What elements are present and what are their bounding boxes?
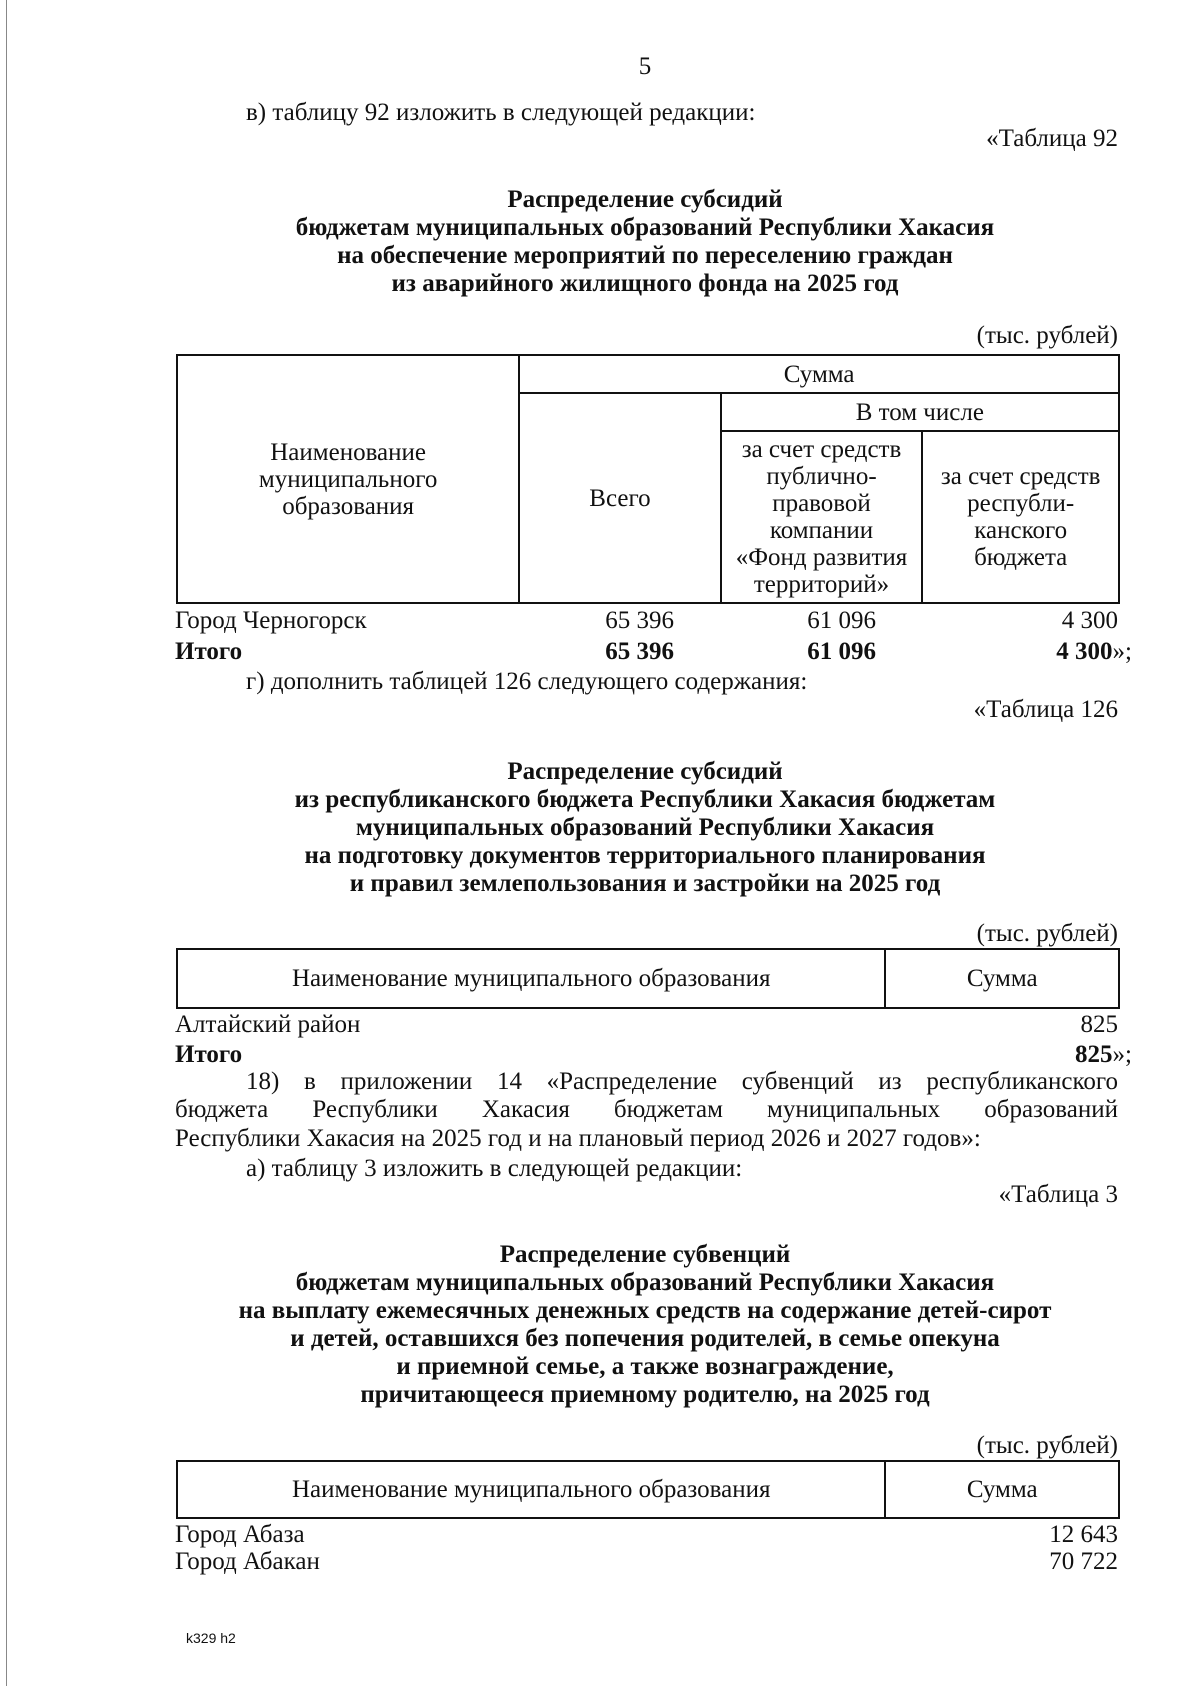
table-row	[175, 1010, 1118, 1040]
row-budget: 4 300	[1061, 607, 1118, 634]
header-text: компании	[769, 517, 874, 544]
itogo-total: 65 396	[605, 638, 674, 665]
table126-header	[176, 948, 1120, 1009]
itogo-budget-value: 4 300	[1056, 638, 1113, 665]
table3-header	[176, 1460, 1120, 1519]
header-text: за счет средств	[741, 436, 902, 463]
title-line: на обеспечение мероприятий по переселению граждан	[337, 242, 953, 269]
title-line: бюджетам муниципальных образований Республики Хакасия	[295, 214, 995, 241]
title-line: из республиканского бюджета Республики Хакасия бюджетам	[294, 786, 996, 813]
paragraph-18-line2: бюджета Республики Хакасия бюджетам муниципальных образований	[175, 1096, 1118, 1123]
row-sum: 12 643	[1049, 1521, 1118, 1548]
title-line: муниципальных образований Республики Хакасия	[355, 814, 935, 841]
header-text: республи-	[967, 490, 1075, 517]
header-text: «Фонд развития	[735, 544, 908, 571]
header-sum-cell: Сумма	[519, 355, 1119, 393]
title-line: на выплату ежемесячных денежных средств на содержание детей-сирот	[238, 1297, 1052, 1324]
header-sum-cell: Сумма	[885, 1461, 1119, 1518]
itogo-fund: 61 096	[807, 638, 876, 665]
row-name: Алтайский район	[175, 1011, 361, 1038]
title-line: Распределение субвенций	[499, 1241, 791, 1268]
header-name-cell: Наименование муниципального образования	[177, 1461, 885, 1518]
header-text: Наименование	[270, 438, 426, 466]
header-text: образования	[282, 492, 415, 520]
page-number: 5	[638, 53, 652, 80]
title-line: и приемной семье, а также вознаграждение,	[396, 1353, 894, 1380]
row-total: 65 396	[605, 607, 674, 634]
header-text: канского	[974, 517, 1068, 544]
table126-label: «Таблица 126	[973, 696, 1118, 723]
row-fund: 61 096	[807, 607, 876, 634]
title-line: Распределение субсидий	[507, 186, 783, 213]
paragraph-a: а) таблицу 3 изложить в следующей редакции:	[246, 1155, 743, 1182]
table3-units: (тыс. рублей)	[976, 1432, 1118, 1459]
table-row	[175, 1547, 1118, 1577]
itogo-row	[175, 1040, 1132, 1070]
table3-label: «Таблица 3	[998, 1181, 1118, 1208]
row-name: Город Черногорск	[175, 607, 367, 634]
quote-suffix: »;	[1112, 1041, 1132, 1068]
header-name-cell	[177, 355, 519, 603]
paragraph-g: г) дополнить таблицей 126 следующего содержания:	[246, 668, 808, 695]
quote-suffix: »;	[1112, 638, 1132, 665]
table92-units: (тыс. рублей)	[976, 322, 1118, 349]
page-edge-line	[6, 0, 7, 1686]
header-text: правовой	[772, 490, 871, 517]
title-line: Распределение субсидий	[507, 758, 783, 785]
row-sum: 70 722	[1049, 1548, 1118, 1575]
title-line: из аварийного жилищного фонда на 2025 год	[391, 270, 899, 297]
header-sum-cell: Сумма	[885, 949, 1119, 1008]
header-text: за счет средств	[940, 463, 1101, 490]
table92-label: «Таблица 92	[986, 125, 1118, 152]
header-budget-cell	[922, 431, 1119, 603]
table92-header	[176, 354, 1120, 604]
paragraph-18-line1: 18) в приложении 14 «Распределение субвенций из республиканского	[246, 1068, 1118, 1095]
paragraph-18-line3: Республики Хакасия на 2025 год и на плановый период 2026 и 2027 годов»:	[175, 1125, 981, 1152]
table92-title	[120, 186, 1170, 298]
itogo-label: Итого	[175, 1041, 243, 1068]
itogo-label: Итого	[175, 638, 243, 665]
header-text: муниципального	[258, 465, 438, 493]
paragraph-v: в) таблицу 92 изложить в следующей редакции:	[246, 99, 756, 126]
footer-code: k329 h2	[186, 1630, 236, 1646]
table-row	[175, 1520, 1118, 1550]
header-text: бюджета	[974, 544, 1068, 571]
header-total-cell: Всего	[519, 393, 720, 603]
title-line: и детей, оставшихся без попечения родителей, в семье опекуна	[290, 1325, 1000, 1352]
title-line: на подготовку документов территориального планирования	[304, 842, 986, 869]
itogo-row	[175, 637, 1132, 667]
title-line: и правил землепользования и застройки на 2025 год	[349, 870, 941, 897]
header-fund-cell	[721, 431, 923, 603]
itogo-sum	[1075, 1040, 1132, 1070]
table126-units: (тыс. рублей)	[976, 920, 1118, 947]
row-sum: 825	[1080, 1011, 1118, 1038]
table-row	[175, 606, 1118, 636]
itogo-budget	[1056, 637, 1132, 667]
title-line: причитающееся приемному родителю, на 2025 год	[360, 1381, 930, 1408]
itogo-sum-value: 825	[1075, 1041, 1113, 1068]
table126-title	[120, 758, 1170, 898]
header-text: территорий»	[753, 571, 890, 598]
header-incl-cell: В том числе	[721, 393, 1119, 431]
header-text: публично-	[766, 463, 877, 490]
table3-title	[120, 1241, 1170, 1409]
row-name: Город Абаза	[175, 1521, 305, 1548]
title-line: бюджетам муниципальных образований Республики Хакасия	[295, 1269, 995, 1296]
header-name-cell: Наименование муниципального образования	[177, 949, 885, 1008]
row-name: Город Абакан	[175, 1548, 320, 1575]
